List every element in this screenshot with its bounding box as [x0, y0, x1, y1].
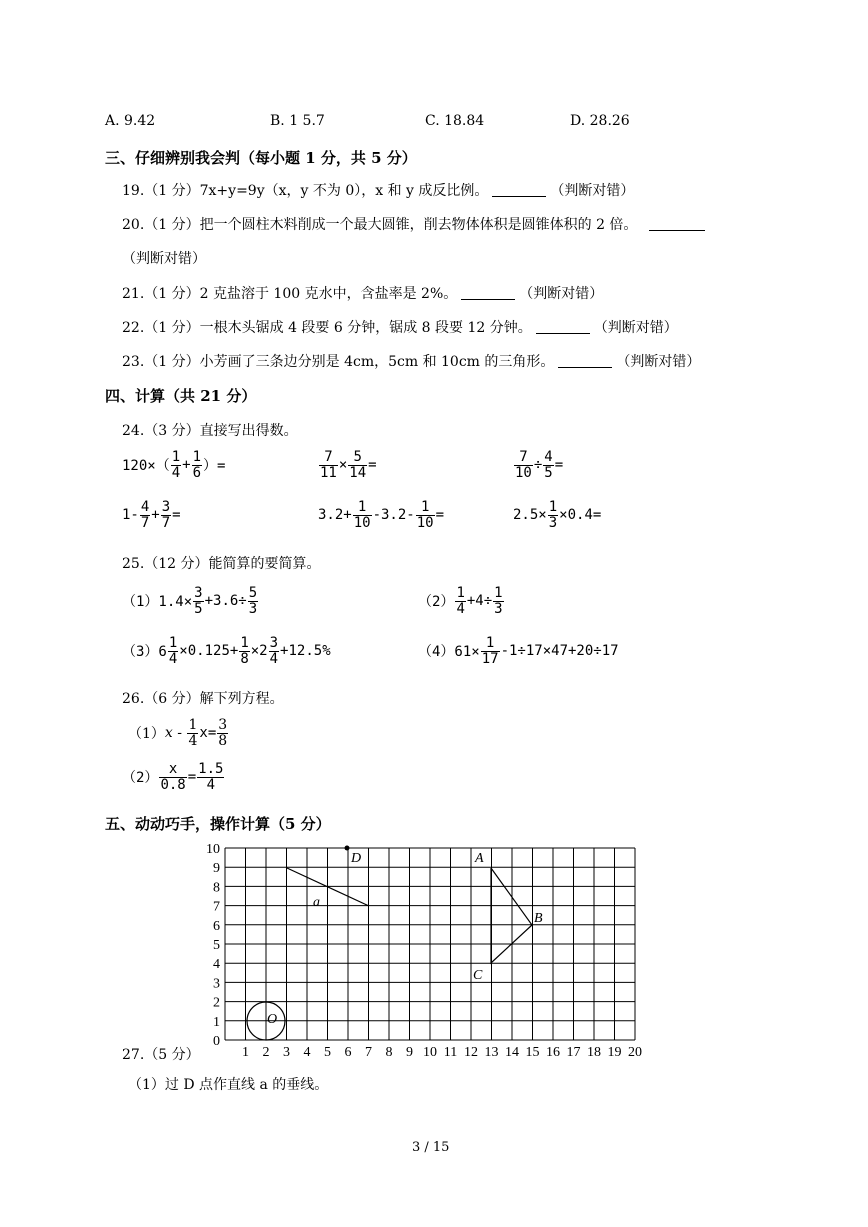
label-B: B — [534, 911, 543, 926]
x-tick-label: 9 — [406, 1045, 413, 1060]
x-tick-label: 6 — [344, 1045, 352, 1060]
x-tick-label: 8 — [385, 1045, 393, 1060]
q24-expr-6: 2.5× $\frac{1}{3}$ ×0.4= — [513, 499, 602, 531]
section4-title: 四、计算（共 21 分） — [105, 387, 257, 405]
section3-title: 三、仔细辨别我会判（每小题 1 分，共 5 分） — [105, 149, 417, 167]
label-C: C — [473, 968, 483, 983]
question-19 — [122, 180, 634, 200]
q22-blank[interactable] — [536, 332, 590, 334]
q19-text: 7x+y=9y（x，y 不为 0），x 和 y 成反比例。 — [199, 183, 489, 199]
label-A: A — [475, 851, 484, 866]
q25-expr-2: （2） $\frac{1}{4}$ +4÷ $\frac{1}{3}$ — [418, 585, 503, 617]
q25-expr-1: （1）1.4× $\frac{3}{5}$ +3.6÷ $\frac{5}{3}$ — [122, 585, 258, 617]
y-tick-label: 4 — [213, 957, 220, 973]
option-d: D. 28.26 — [570, 113, 630, 129]
x-tick-label: 7 — [365, 1045, 372, 1060]
q20-text: 20.（1 分）把一个圆柱木料削成一个最大圆锥，削去物体体积是圆锥体积的 2 倍。 — [122, 217, 638, 233]
q23-text: 23.（1 分）小芳画了三条边分别是 4cm，5cm 和 10cm 的三角形。 — [122, 354, 555, 370]
q24-expr-2: $\frac{7}{11}$ × $\frac{5}{14}$ = — [320, 449, 377, 481]
q20-blank[interactable] — [649, 229, 705, 231]
question-27-part1: （1）过 D 点作直线 a 的垂线。 — [128, 1077, 329, 1093]
x-tick-label: 11 — [443, 1045, 458, 1060]
x-tick-label: 14 — [505, 1045, 519, 1060]
x-tick-label: 5 — [324, 1045, 331, 1060]
y-tick-label: 7 — [213, 899, 220, 915]
x-tick-label: 18 — [587, 1045, 601, 1060]
x-tick-label: 3 — [283, 1045, 290, 1060]
q21-text: 21.（1 分）2 克盐溶于 100 克水中，含盐率是 2%。 — [122, 286, 458, 302]
q23-judge: （判断对错） — [616, 354, 701, 370]
q21-blank[interactable] — [461, 298, 515, 300]
x-tick-label: 2 — [262, 1045, 270, 1060]
label-a: a — [313, 895, 320, 910]
point-d — [345, 846, 350, 851]
y-tick-label: 6 — [213, 918, 220, 934]
q19-prefix: 19.（1 分） — [122, 183, 200, 199]
y-tick-label: 8 — [213, 880, 220, 896]
option-c: C. 18.84 — [425, 113, 485, 129]
question-24: 24.（3 分）直接写出得数。 — [122, 423, 298, 439]
q19-blank[interactable] — [492, 195, 546, 197]
page-number: 3 / 15 — [412, 1140, 450, 1155]
y-tick-label: 1 — [213, 1014, 220, 1030]
y-tick-label: 10 — [206, 842, 220, 857]
x-tick-label: 17 — [566, 1045, 581, 1060]
q24-expr-1: 120×（ $\frac{1}{4}$ + $\frac{1}{6}$ ）= — [122, 449, 226, 481]
q22-judge: （判断对错） — [593, 320, 678, 336]
question-22 — [122, 317, 678, 337]
x-tick-label: 20 — [628, 1045, 642, 1060]
y-tick-label: 5 — [213, 938, 220, 953]
q25-expr-4: （4）61× $\frac{1}{17}$ -1÷17×47+20÷17 — [418, 635, 619, 667]
question-27: 27.（5 分） — [122, 1047, 200, 1063]
x-tick-label: 12 — [464, 1045, 478, 1060]
x-tick-label: 15 — [525, 1045, 540, 1060]
q23-blank[interactable] — [558, 366, 612, 368]
question-25: 25.（12 分）能简算的要简算。 — [122, 556, 321, 572]
y-tick-label: 3 — [213, 976, 220, 992]
x-tick-label: 4 — [303, 1045, 311, 1060]
q20-judge: （判断对错） — [122, 251, 206, 267]
label-O: O — [267, 1012, 278, 1027]
x-tick-label: 1 — [242, 1045, 249, 1060]
section5-title: 五、动动巧手，操作计算（5 分） — [105, 815, 331, 833]
question-20 — [122, 214, 709, 234]
q26-eq-1: （1） x - $\frac{1}{4}$ x= $\frac{3}{8}$ — [128, 717, 228, 749]
q22-text: 22.（1 分）一根木头锯成 4 段要 6 分钟，锯成 8 段要 12 分钟。 — [122, 320, 532, 336]
question-21 — [122, 283, 603, 303]
option-a: A. 9.42 — [105, 113, 156, 129]
y-tick-label: 9 — [213, 861, 220, 877]
q25-expr-3: （3）6 $\frac{1}{4}$ ×0.125+ $\frac{1}{8}$ ×2 $\frac{3}{4}$ +12.5% — [122, 635, 331, 667]
x-tick-label: 19 — [607, 1045, 622, 1060]
q19-judge: （判断对错） — [550, 183, 635, 199]
q24-expr-5: 3.2+ $\frac{1}{10}$ -3.2- $\frac{1}{10}$ = — [318, 499, 445, 531]
question-23 — [122, 351, 700, 371]
y-tick-label: 2 — [213, 995, 220, 1011]
q24-expr-4: 1- $\frac{4}{7}$ + $\frac{3}{7}$ = — [122, 499, 181, 531]
label-d: D — [351, 851, 362, 866]
y-tick-label: 0 — [213, 1034, 220, 1049]
coordinate-grid — [195, 838, 655, 1060]
x-tick-label: 13 — [484, 1045, 499, 1060]
q21-judge: （判断对错） — [519, 286, 604, 302]
question-26: 26.（6 分）解下列方程。 — [122, 691, 284, 707]
x-tick-label: 16 — [546, 1045, 560, 1060]
q26-eq-2: （2） $\frac{x}{0.8}$ = $\frac{1.5}{4}$ — [122, 761, 224, 793]
q24-expr-3: $\frac{7}{10}$ ÷ $\frac{4}{5}$ = — [515, 449, 564, 481]
x-tick-label: 10 — [423, 1045, 437, 1060]
option-b: B. 1 5.7 — [270, 113, 325, 129]
